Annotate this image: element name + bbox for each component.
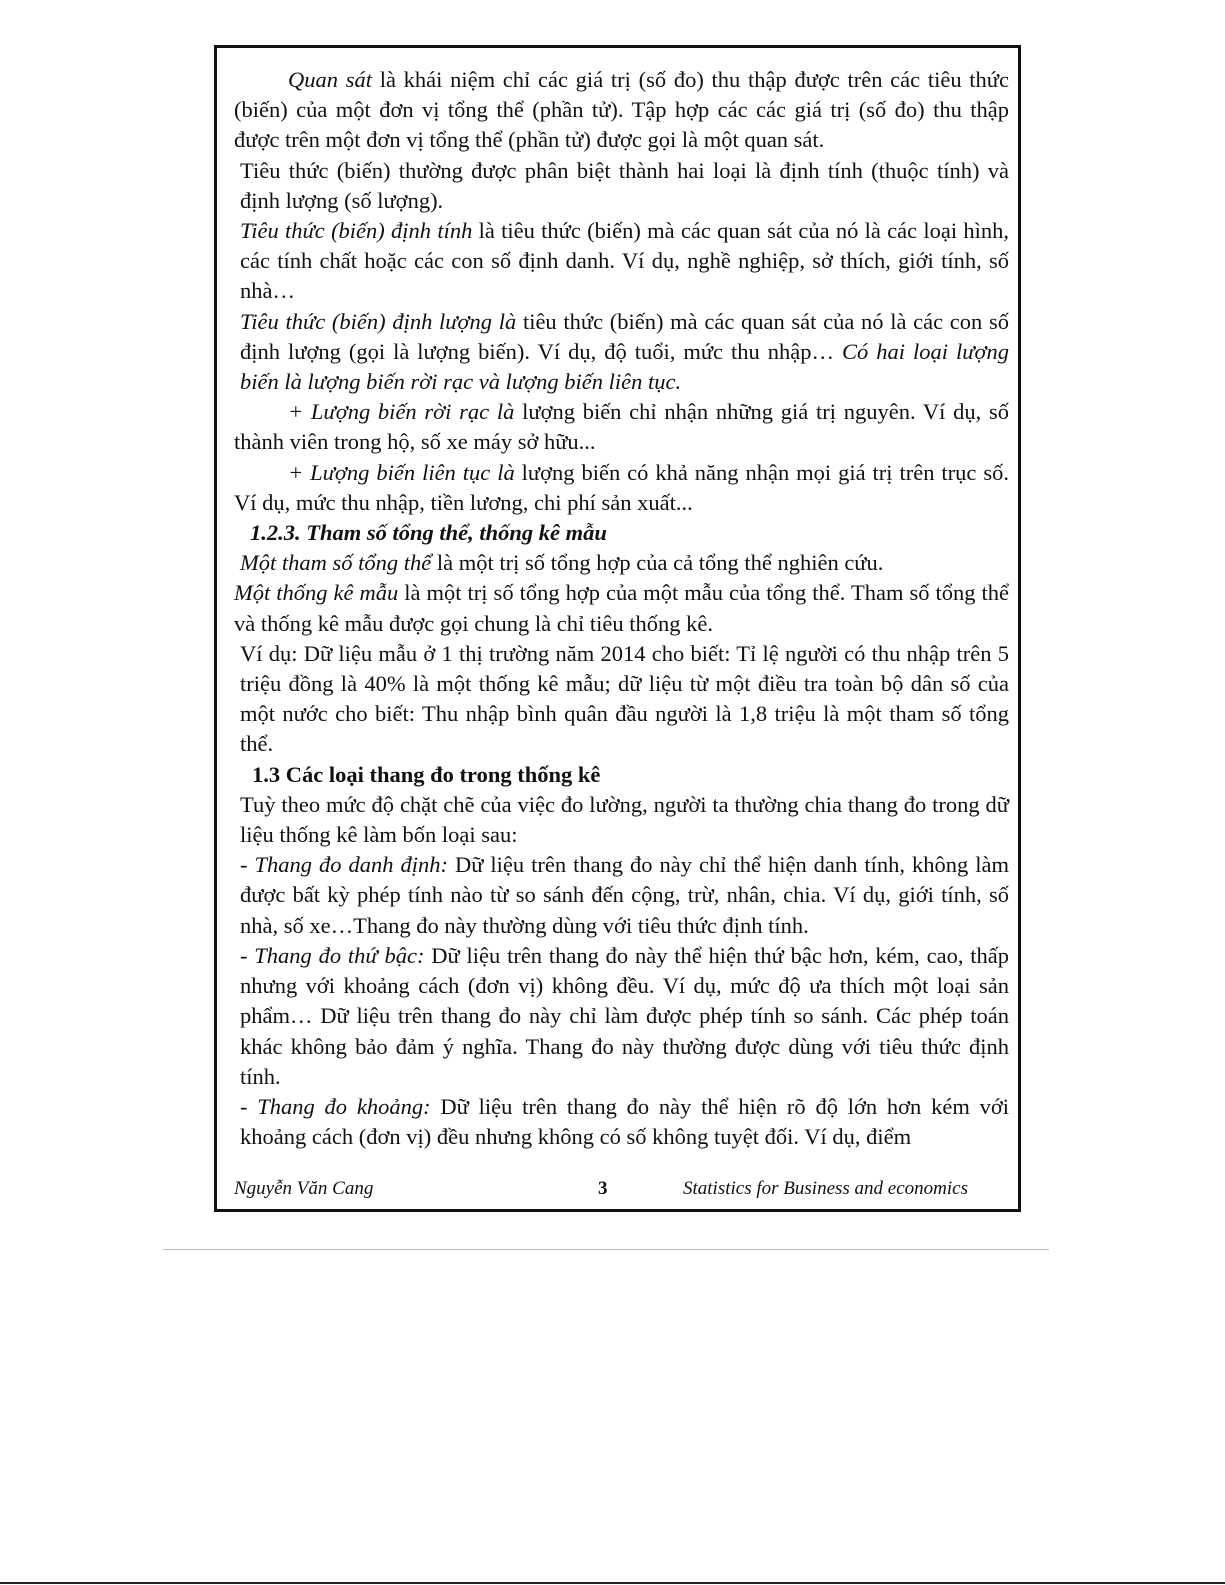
section-heading-1-3: 1.3 Các loại thang đo trong thống kê: [252, 761, 601, 787]
page-footer: [234, 1176, 1009, 1202]
bottom-edge-line: [0, 1582, 1225, 1584]
paragraph-variable-types: Tiêu thức (biến) thường được phân biệt thành hai loại là định tính (thuộc tính) và định lượng (số lượng).: [240, 157, 1009, 213]
paragraph-example: Ví dụ: Dữ liệu mẫu ở 1 thị trường năm 2014 cho biết: Tỉ lệ người có thu nhập trên 5 triệu đồng là 40% là một thống kê mẫu; dữ liệu từ một điều tra toàn bộ dân số của một nước cho biết: Thu nhập bình quân đầu người là 1,8 triệu là một tham số tổng thể.: [240, 640, 1009, 757]
paragraph-discrete-variable: + Lượng biến rời rạc là lượng biến chỉ nhận những giá trị nguyên. Ví dụ, số thành viên trong hộ, số xe máy sở hữu...: [234, 399, 1009, 455]
term-population-parameter: Một tham số tổng thể: [240, 550, 432, 576]
paragraph-quantitative-variable: Tiêu thức (biến) định lượng là tiêu thức (biến) mà các quan sát của nó là các con số định lượng (gọi là lượng biến). Ví dụ, độ tuổi, mức thu nhập… Có hai loại lượng biến là lượng biến rời rạc và lượng biến liên tục.: [240, 308, 1009, 395]
term-qualitative-variable: Tiêu thức (biến) định tính: [240, 218, 473, 244]
page-frame: [214, 45, 1021, 1212]
paragraph-scales-intro: Tuỳ theo mức độ chặt chẽ của việc đo lường, người ta thường chia thang đo trong dữ liệu thống kê làm bốn loại sau:: [240, 791, 1009, 848]
paragraph-interval-scale: - Thang đo khoảng: Dữ liệu trên thang đo này thể hiện rõ độ lớn hơn kém với khoảng cách (đơn vị) đều nhưng không có số không tuyệt đối. Ví dụ, điểm: [240, 1093, 1009, 1150]
term-ordinal-scale: - Thang đo thứ bậc:: [240, 942, 425, 968]
term-observation: Quan sát: [288, 67, 372, 92]
section-heading-1-2-3: 1.2.3. Tham số tổng thể, thống kê mẫu: [250, 520, 607, 546]
footer-book-title: Statistics for Business and economics: [683, 1178, 968, 1199]
paragraph-observation: Quan sát là khái niệm chỉ các giá trị (số đo) thu thập được trên các tiêu thức (biến) của một đơn vị tổng thể (phần tử). Tập hợp các các giá trị (số đo) thu thập được trên một đơn vị tổng thể (phần tử) được gọi là một quan sát.: [234, 67, 1009, 153]
term-quantitative-variable: Tiêu thức (biến) định lượng là: [240, 308, 517, 334]
paragraph-continuous-variable: + Lượng biến liên tục là lượng biến có khả năng nhận mọi giá trị trên trục số. Ví dụ, mức thu nhập, tiền lương, chi phí sản xuất...: [234, 459, 1009, 515]
paragraph-nominal-scale: - Thang đo danh định: Dữ liệu trên thang đo này chỉ thể hiện danh tính, không làm được bất kỳ phép tính nào từ so sánh đến cộng, trừ, nhân, chia. Ví dụ, giới tính, số nhà, số xe…Thang đo này thường dùng với tiêu thức định tính.: [240, 852, 1009, 938]
paragraph-ordinal-scale: - Thang đo thứ bậc: Dữ liệu trên thang đo này thể hiện thứ bậc hơn, kém, cao, thấp nhưng với khoảng cách (đơn vị) không đều. Ví dụ, mức độ ưa thích một loại sản phẩm… Dữ liệu trên thang đo này chỉ làm được phép tính so sánh. Các phép toán khác không bảo đảm ý nghĩa. Thang đo này thường được dùng với tiêu thức định tính.: [240, 942, 1009, 1089]
term-interval-scale: - Thang đo khoảng:: [240, 1093, 431, 1119]
paragraph-population-parameter: Một tham số tổng thể là một trị số tổng hợp của cả tổng thể nghiên cứu.: [240, 550, 884, 576]
page-body: [234, 65, 1009, 1152]
page-separator-line: [163, 1249, 1049, 1250]
term-discrete-variable: + Lượng biến rời rạc là: [288, 399, 515, 425]
footer-author: Nguyễn Văn Cang: [234, 1178, 374, 1199]
term-continuous-variable: + Lượng biến liên tục là: [288, 459, 515, 485]
term-sample-statistic: Một thống kê mẫu: [234, 580, 399, 606]
paragraph-qualitative-variable: Tiêu thức (biến) định tính là tiêu thức (biến) mà các quan sát của nó là các loại hình, các tính chất hoặc các con số định danh. Ví dụ, nghề nghiệp, sở thích, giới tính, số nhà…: [240, 218, 1009, 304]
term-nominal-scale: - Thang đo danh định:: [240, 852, 448, 878]
paragraph-sample-statistic: Một thống kê mẫu là một trị số tổng hợp của một mẫu của tổng thể. Tham số tổng thể và thống kê mẫu được gọi chung là chỉ tiêu thống kê.: [234, 580, 1010, 636]
footer-page-number: 3: [598, 1178, 608, 1199]
